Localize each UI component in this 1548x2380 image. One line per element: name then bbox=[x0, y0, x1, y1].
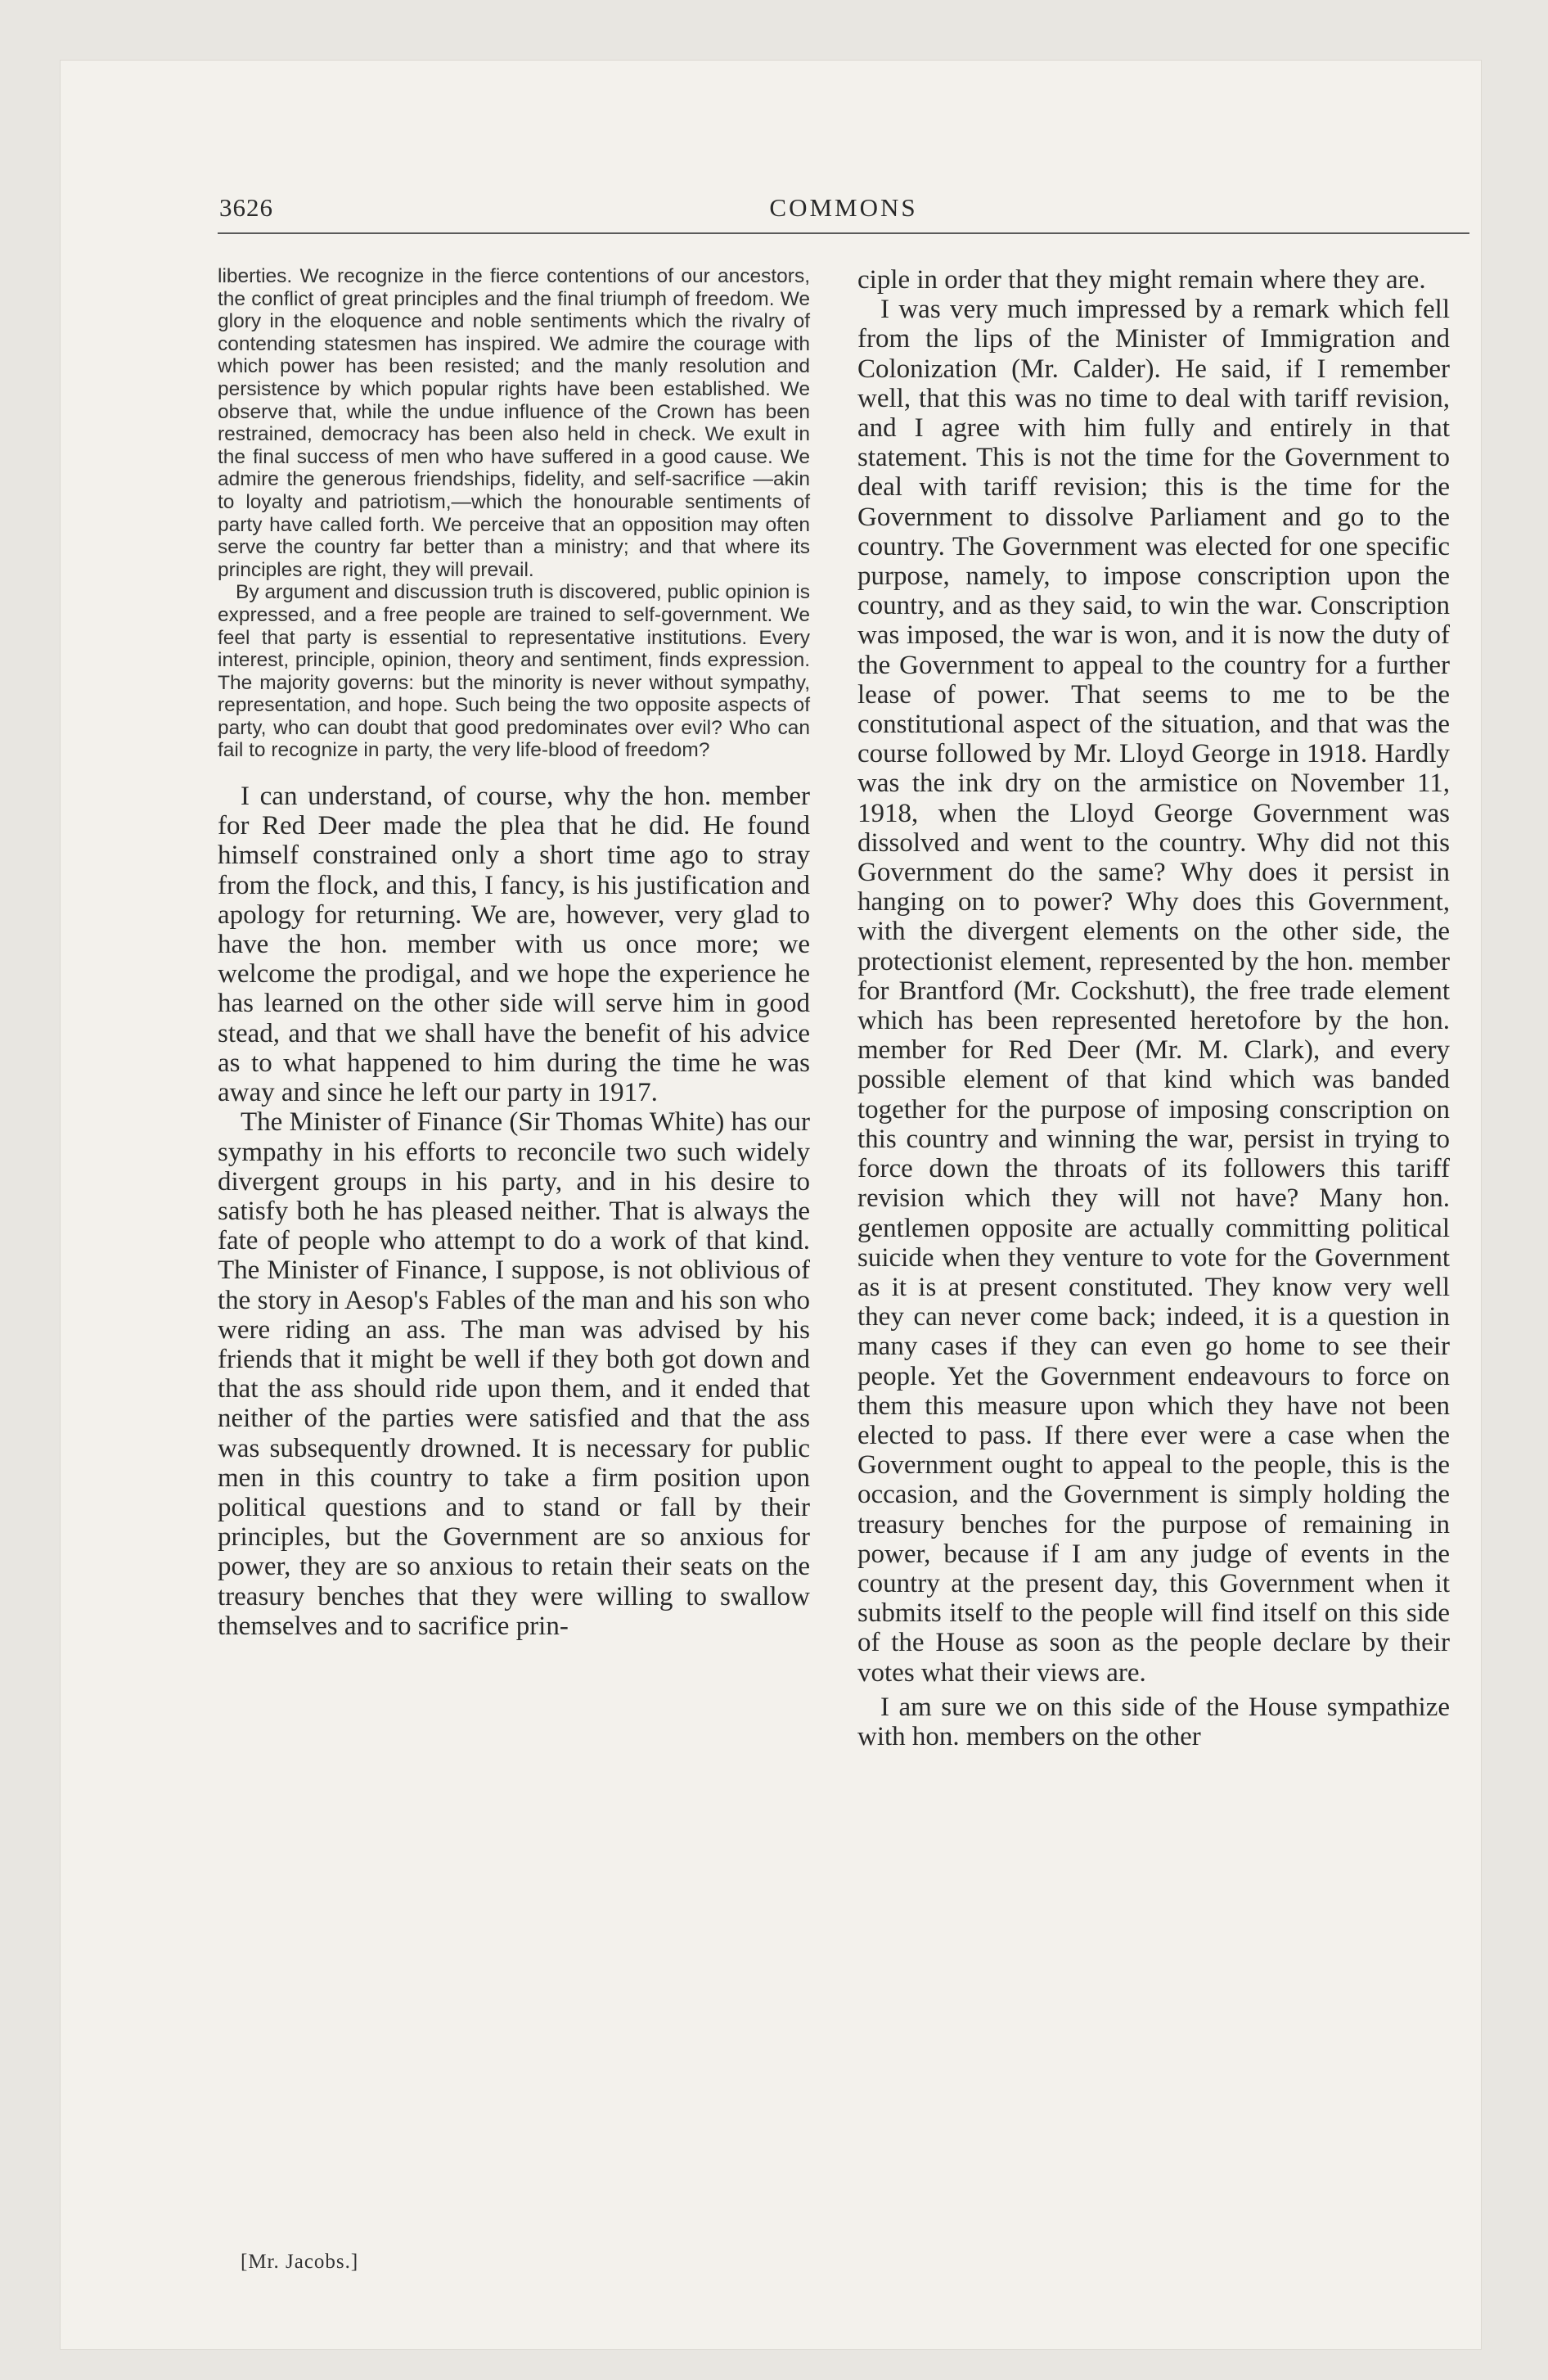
speaker-footer: [Mr. Jacobs.] bbox=[241, 2251, 359, 2273]
hansard-page bbox=[218, 183, 1469, 2273]
page-header bbox=[218, 183, 1469, 234]
page-sheet bbox=[61, 61, 1481, 2349]
running-head: COMMONS bbox=[769, 193, 918, 222]
speech-paragraph: I am sure we on this side of the House sympathize with hon. members on the other bbox=[857, 1692, 1450, 1751]
speech-paragraph: The Minister of Finance (Sir Thomas White) has our sympathy in his efforts to reconcile two such widely divergent groups in his party, and in his desire to satisfy both he has pleased neither. That is always the fate of people who attempt to do a work of that kind. The Minister of Finance, I suppose, is not oblivious of the story in Aesop's Fables of the man and his son who were riding an ass. The man was advised by his friends that it might be well if they both got down and that the ass should ride upon them, and it ended that neither of the parties were satisfied and that the ass was subsequently drowned. It is necessary for public men in this country to take a firm position upon political questions and to stand or fall by their principles, but the Government are so anxious for power, they are so anxious to retain their seats on the treasury benches that they were willing to swallow themselves and to sacrifice prin- bbox=[218, 1107, 810, 1641]
page-number: 3626 bbox=[219, 193, 273, 222]
right-column bbox=[857, 265, 1450, 1751]
left-column bbox=[218, 265, 810, 1641]
quoted-passage-2: By argument and discussion truth is discovered, public opinion is expressed, and a free people are trained to self-government. We feel that party is essential to representative institutions. Every interest, principle, opinion, theory and sentiment, finds expression. The majority governs: but the minority is never without sympathy, representation, and hope. Such being the two opposite aspects of party, who can doubt that good predominates over evil? Who can fail to recognize in party, the very life-blood of freedom? bbox=[218, 581, 810, 762]
speech-paragraph: I was very much impressed by a remark which fell from the lips of the Minister of Immigration and Colonization (Mr. Calder). He said, if I remember well, that this was no time to deal with tariff revision, and I agree with him fully and entirely in that statement. This is not the time for the Government to deal with tariff revision; this is the time for the Government to dissolve Parliament and go to the country. The Government was elected for one specific purpose, namely, to impose conscription upon the country, and as they said, to win the war. Conscription was imposed, the war is won, and it is now the duty of the Government to appeal to the country for a further lease of power. That seems to me to be the constitutional aspect of the situation, and that was the course followed by Mr. Lloyd George in 1918. Hardly was the ink dry on the armistice on November 11, 1918, when the Lloyd George Government was dissolved and went to the country. Why did not this Government do the same? Why does it persist in hanging on to power? Why does this Government, with the divergent elements on the other side, the protectionist element, represented by the hon. member for Brantford (Mr. Cockshutt), the free trade element which has been represented heretofore by the hon. member for Red Deer (Mr. M. Clark), and every possible element of that kind which was banded together for the purpose of imposing conscription on this country and winning the war, persist in trying to force down the throats of its followers this tariff revision which they will not have? Many hon. gentlemen opposite are actually committing political suicide when they venture to vote for the Government as it is at present constituted. They know very well they can never come back; indeed, it is a question in many cases if they can even go home to see their people. Yet the Government endeavours to force on them this measure upon which they have not been elected to pass. If there ever were a case when the Government ought to appeal to the people, this is the occasion, and the Government is simply holding the treasury benches for the purpose of remaining in power, because if I am any judge of events in the country at the present day, this Government when it submits itself to the people will find itself on this side of the House as soon as the people declare by their votes what their views are. bbox=[857, 295, 1450, 1688]
speech-paragraph: I can understand, of course, why the hon. member for Red Deer made the plea that he did. He found himself constrained only a short time ago to stray from the flock, and this, I fancy, is his justification and apology for returning. We are, however, very glad to have the hon. member with us once more; we welcome the prodigal, and we hope the experience he has learned on the other side will serve him in good stead, and that we shall have the benefit of his advice as to what happened to him during the time he was away and since he left our party in 1917. bbox=[218, 782, 810, 1108]
speech-paragraph: ciple in order that they might remain where they are. bbox=[857, 265, 1426, 295]
quoted-passage-1: liberties. We recognize in the fierce contentions of our ancestors, the conflict of great principles and the final triumph of freedom. We glory in the eloquence and noble sentiments which the rivalry of contending statesmen has inspired. We admire the courage with which power has been resisted; and the manly resolution and persistence by which popular rights have been established. We observe that, while the undue influence of the Crown has been restrained, democracy has been also held in check. We exult in the final success of men who have suffered in a good cause. We admire the generous friendships, fidelity, and self-sacrifice —akin to loyalty and patriotism,—which the honourable sentiments of party have called forth. We perceive that an opposition may often serve the country far better than a ministry; and that where its principles are right, they will prevail. bbox=[218, 265, 810, 581]
